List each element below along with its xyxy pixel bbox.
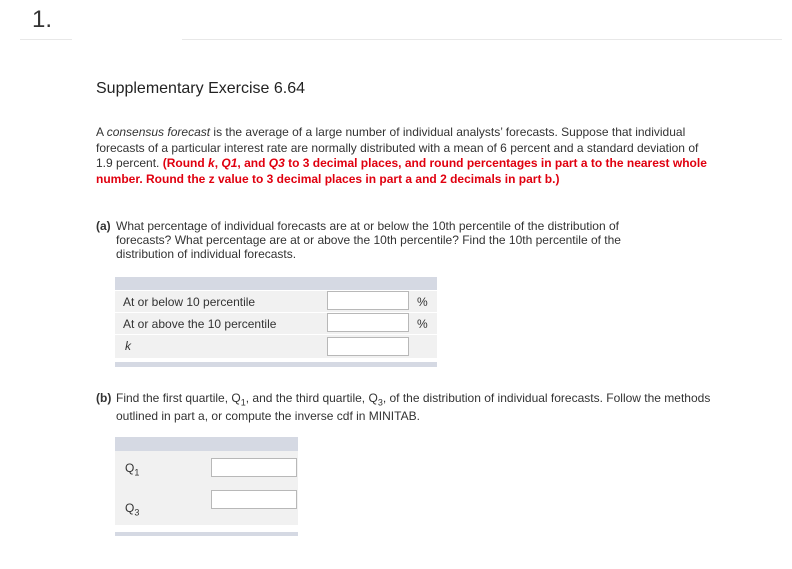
- part-a-question: [96, 219, 676, 261]
- row-label-at-or-above: At or above the 10 percentile: [123, 317, 277, 331]
- rounding-instructions: [96, 156, 707, 186]
- part-b-answer-table: [115, 437, 298, 537]
- q3-input[interactable]: [211, 490, 297, 509]
- intro-term: consensus forecast: [106, 125, 211, 139]
- rounding-text-1: (Round: [162, 156, 209, 170]
- q1-input[interactable]: [211, 458, 297, 477]
- table-row: [115, 335, 437, 358]
- table-row: [115, 451, 298, 483]
- table-row: [115, 291, 437, 312]
- rounding-var-q1: Q1: [221, 156, 238, 170]
- percent-unit: %: [417, 317, 428, 331]
- table-row: [115, 483, 298, 525]
- problem-statement: [96, 125, 716, 187]
- q3-letter: Q: [125, 501, 135, 515]
- rounding-text-2: ,: [214, 156, 222, 170]
- header-divider-right: [182, 39, 782, 40]
- at-or-above-input[interactable]: [327, 313, 409, 332]
- q3-subscript: 3: [134, 507, 140, 518]
- row-label-q3: [125, 501, 139, 517]
- intro-text-1: A: [96, 125, 107, 139]
- part-b-text: [96, 391, 726, 423]
- part-a-text: What percentage of individual forecasts are at or below the 10th percentile of the distribution of forecasts? What percentage are at or above the 10th percentile? Find the 10th percentile of the distribution of individual forecasts.: [116, 219, 621, 261]
- part-b-text-1: Find the first quartile, Q: [116, 391, 241, 405]
- exercise-title: Supplementary Exercise 6.64: [96, 80, 305, 97]
- row-label-at-or-below: At or below 10 percentile: [123, 295, 256, 309]
- at-or-below-input[interactable]: [327, 291, 409, 310]
- intro-text-2: is the average of a large number of individual analysts’ forecasts. Suppose that individual forecasts of a particular interest rate are normally distributed with a mean of 6 percent and a standard deviation of 1.9 percent.: [96, 125, 699, 170]
- rounding-text-3: , and: [237, 156, 269, 170]
- part-b-text-2: , and the third quartile, Q: [245, 391, 378, 405]
- rounding-text-4: to 3 decimal places, and round percentages in part a to the nearest whole number. Round the z value to 3 decimal places in part a and 2 decimals in part b.): [96, 156, 707, 186]
- table-footer-bar: [115, 532, 298, 536]
- part-a-label: (a): [96, 219, 111, 233]
- percent-unit: %: [417, 295, 428, 309]
- question-number: 1.: [32, 6, 53, 33]
- part-b-text-3: , of the distribution of individual forecasts. Follow the methods outlined in part a, or compute the inverse cdf in MINITAB.: [116, 391, 711, 424]
- row-label-k: k: [125, 339, 131, 353]
- row-label-q1: [125, 461, 139, 477]
- part-b-question: [96, 391, 726, 423]
- part-b-label: (b): [96, 391, 112, 405]
- header-divider-left: [20, 39, 72, 40]
- table-header-bar: [115, 277, 437, 290]
- part-b-sub-3: 3: [377, 397, 383, 408]
- table-footer-bar: [115, 362, 437, 367]
- part-a-answer-table: [115, 277, 437, 367]
- q1-subscript: 1: [134, 467, 140, 478]
- table-header-bar: [115, 437, 298, 451]
- table-row: [115, 313, 437, 334]
- part-b-sub-1: 1: [240, 397, 246, 408]
- q1-letter: Q: [125, 461, 135, 475]
- rounding-var-q3: Q3: [268, 156, 285, 170]
- k-input[interactable]: [327, 337, 409, 356]
- rounding-var-k: k: [208, 156, 215, 170]
